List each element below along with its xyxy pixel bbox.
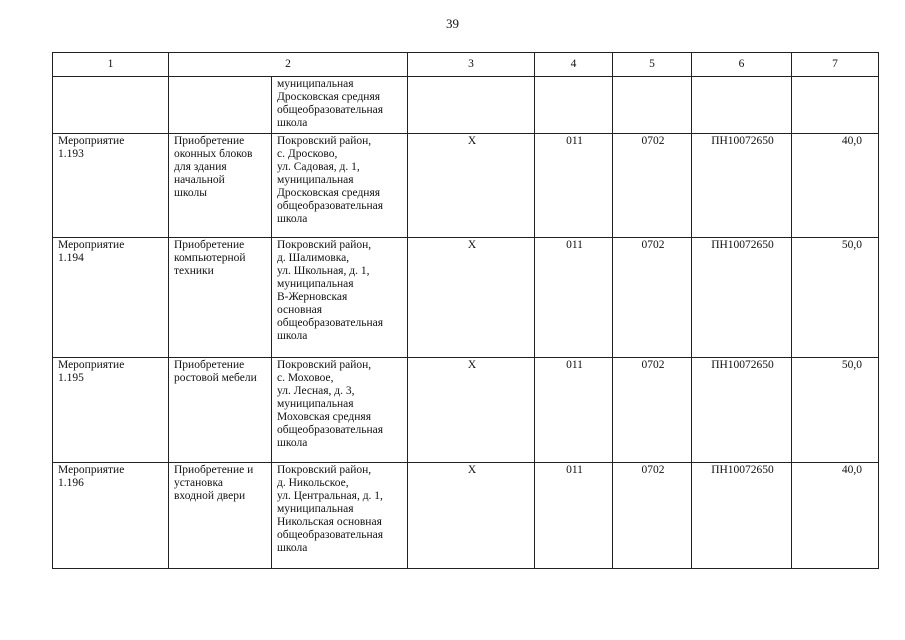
header-col-6: 6 bbox=[692, 53, 792, 77]
cell-col7 bbox=[792, 77, 879, 134]
header-col-1: 1 bbox=[53, 53, 169, 77]
cell-col5: 0702 bbox=[613, 463, 692, 569]
cell-col3 bbox=[408, 77, 535, 134]
table-row bbox=[53, 134, 879, 238]
cell-col6: ПН10072650 bbox=[692, 358, 792, 463]
cell-event: Мероприятие 1.193 bbox=[53, 134, 169, 238]
cell-col4 bbox=[535, 77, 613, 134]
cell-name: Приобретение и установка входной двери bbox=[169, 463, 272, 569]
page-number: 39 bbox=[446, 16, 459, 31]
header-col-2: 2 bbox=[169, 53, 408, 77]
cell-col7: 40,0 bbox=[792, 134, 879, 238]
cell-col5: 0702 bbox=[613, 358, 692, 463]
cell-col6: ПН10072650 bbox=[692, 134, 792, 238]
cell-name bbox=[169, 77, 272, 134]
cell-col7: 50,0 bbox=[792, 238, 879, 358]
header-col-7: 7 bbox=[792, 53, 879, 77]
table-row-continuation bbox=[53, 77, 879, 134]
cell-event: Мероприятие 1.194 bbox=[53, 238, 169, 358]
header-col-3: 3 bbox=[408, 53, 535, 77]
table-row bbox=[53, 463, 879, 569]
cell-address: Покровский район, д. Никольское, ул. Центральная, д. 1, муниципальная Никольская основная общеобразовательная школа bbox=[272, 463, 408, 569]
table-row bbox=[53, 358, 879, 463]
cell-address: Покровский район, д. Шалимовка, ул. Школьная, д. 1, муниципальная В-Жерновская основная общеобразовательная школа bbox=[272, 238, 408, 358]
cell-address-text: муниципальная Дросковская средняя общеобразовательная школа bbox=[277, 78, 383, 129]
cell-event bbox=[53, 77, 169, 134]
cell-address bbox=[272, 77, 408, 134]
cell-event: Мероприятие 1.195 bbox=[53, 358, 169, 463]
table-row bbox=[53, 238, 879, 358]
cell-event: Мероприятие 1.196 bbox=[53, 463, 169, 569]
cell-col3: X bbox=[408, 134, 535, 238]
cell-col3: X bbox=[408, 463, 535, 569]
cell-col5: 0702 bbox=[613, 134, 692, 238]
header-col-4: 4 bbox=[535, 53, 613, 77]
cell-col3: X bbox=[408, 238, 535, 358]
cell-name: Приобретение ростовой мебели bbox=[169, 358, 272, 463]
table-header-row bbox=[53, 53, 879, 77]
cell-col6: ПН10072650 bbox=[692, 238, 792, 358]
cell-col6 bbox=[692, 77, 792, 134]
cell-col7: 40,0 bbox=[792, 463, 879, 569]
cell-col5: 0702 bbox=[613, 238, 692, 358]
cell-name: Приобретение компьютерной техники bbox=[169, 238, 272, 358]
cell-col5 bbox=[613, 77, 692, 134]
cell-col6: ПН10072650 bbox=[692, 463, 792, 569]
cell-col3: X bbox=[408, 358, 535, 463]
cell-col7: 50,0 bbox=[792, 358, 879, 463]
budget-table bbox=[52, 52, 879, 569]
cell-name: Приобретение оконных блоков для здания начальной школы bbox=[169, 134, 272, 238]
cell-col4: 011 bbox=[535, 134, 613, 238]
cell-address: Покровский район, с. Дросково, ул. Садовая, д. 1, муниципальная Дросковская средняя общеобразовательная школа bbox=[272, 134, 408, 238]
cell-address: Покровский район, с. Моховое, ул. Лесная, д. 3, муниципальная Моховская средняя общеобразовательная школа bbox=[272, 358, 408, 463]
cell-col4: 011 bbox=[535, 463, 613, 569]
header-col-5: 5 bbox=[613, 53, 692, 77]
cell-col4: 011 bbox=[535, 238, 613, 358]
cell-col4: 011 bbox=[535, 358, 613, 463]
